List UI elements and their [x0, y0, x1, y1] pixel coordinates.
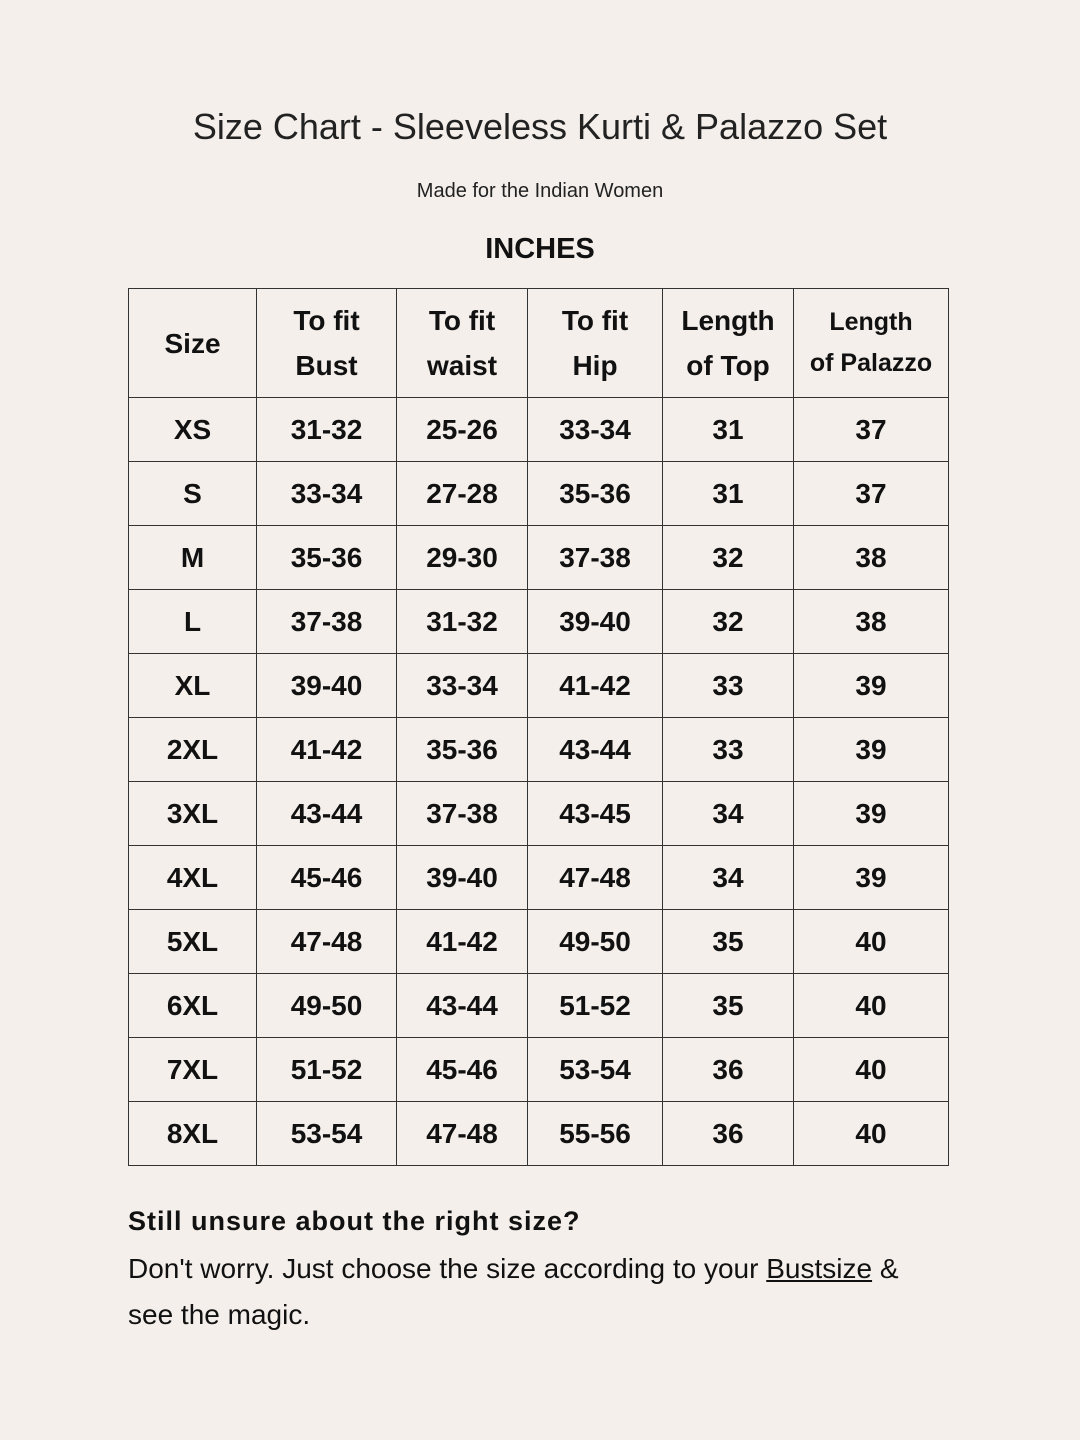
measurement-cell: 40	[794, 1038, 949, 1102]
measurement-cell: 29-30	[397, 526, 528, 590]
measurement-cell: 38	[794, 590, 949, 654]
size-cell: 2XL	[129, 718, 257, 782]
measurement-cell: 31-32	[257, 398, 397, 462]
measurement-cell: 45-46	[257, 846, 397, 910]
help-heading: Still unsure about the right size?	[128, 1206, 581, 1236]
measurement-cell: 33	[663, 718, 794, 782]
table-row	[129, 1102, 949, 1166]
measurement-cell: 33	[663, 654, 794, 718]
measurement-cell: 40	[794, 910, 949, 974]
table-row	[129, 846, 949, 910]
table-row	[129, 718, 949, 782]
measurement-cell: 33-34	[397, 654, 528, 718]
measurement-cell: 34	[663, 846, 794, 910]
measurement-cell: 35-36	[257, 526, 397, 590]
measurement-cell: 47-48	[257, 910, 397, 974]
size-cell: XL	[129, 654, 257, 718]
column-header-line: Length	[829, 308, 913, 336]
measurement-cell: 49-50	[257, 974, 397, 1038]
measurement-cell: 53-54	[528, 1038, 663, 1102]
measurement-cell: 41-42	[257, 718, 397, 782]
measurement-cell: 37-38	[397, 782, 528, 846]
measurement-cell: 43-44	[257, 782, 397, 846]
measurement-cell: 27-28	[397, 462, 528, 526]
measurement-cell: 39	[794, 782, 949, 846]
measurement-cell: 37-38	[528, 526, 663, 590]
column-header	[257, 289, 397, 398]
table-row	[129, 1038, 949, 1102]
measurement-cell: 38	[794, 526, 949, 590]
table-header	[129, 289, 949, 398]
measurement-cell: 35	[663, 974, 794, 1038]
measurement-cell: 25-26	[397, 398, 528, 462]
measurement-cell: 36	[663, 1038, 794, 1102]
measurement-cell: 35-36	[397, 718, 528, 782]
size-cell: 7XL	[129, 1038, 257, 1102]
measurement-cell: 39	[794, 846, 949, 910]
table-row	[129, 398, 949, 462]
measurement-cell: 49-50	[528, 910, 663, 974]
measurement-cell: 40	[794, 974, 949, 1038]
measurement-cell: 39	[794, 718, 949, 782]
measurement-cell: 47-48	[528, 846, 663, 910]
size-cell: M	[129, 526, 257, 590]
table-row	[129, 974, 949, 1038]
size-cell: S	[129, 462, 257, 526]
column-header-line: of Palazzo	[809, 349, 933, 377]
column-header	[794, 289, 949, 398]
unit-label: INCHES	[485, 233, 595, 265]
measurement-cell: 31	[663, 398, 794, 462]
table-row	[129, 782, 949, 846]
measurement-cell: 37-38	[257, 590, 397, 654]
measurement-cell: 35-36	[528, 462, 663, 526]
help-text-before: Don't worry. Just choose the size according to your	[128, 1253, 767, 1284]
column-header	[397, 289, 528, 398]
size-cell: 6XL	[129, 974, 257, 1038]
table-row	[129, 654, 949, 718]
measurement-cell: 41-42	[528, 654, 663, 718]
size-cell: 5XL	[129, 910, 257, 974]
column-header-line: To fit	[561, 305, 629, 336]
measurement-cell: 32	[663, 526, 794, 590]
measurement-cell: 51-52	[257, 1038, 397, 1102]
page-subtitle: Made for the Indian Women	[416, 180, 664, 202]
column-header-line: Length	[681, 305, 775, 336]
column-header-line: Size	[164, 327, 221, 359]
measurement-cell: 39-40	[397, 846, 528, 910]
table-row	[129, 526, 949, 590]
column-header	[663, 289, 794, 398]
size-cell: 8XL	[129, 1102, 257, 1166]
column-header	[528, 289, 663, 398]
table-row	[129, 462, 949, 526]
page-title: Size Chart - Sleeveless Kurti & Palazzo Set	[192, 106, 888, 147]
size-chart-table	[128, 288, 949, 1166]
column-header-line: To fit	[428, 305, 496, 336]
column-header-line: of Top	[686, 350, 770, 381]
size-cell: 3XL	[129, 782, 257, 846]
measurement-cell: 45-46	[397, 1038, 528, 1102]
measurement-cell: 40	[794, 1102, 949, 1166]
measurement-cell: 39	[794, 654, 949, 718]
measurement-cell: 53-54	[257, 1102, 397, 1166]
measurement-cell: 51-52	[528, 974, 663, 1038]
measurement-cell: 41-42	[397, 910, 528, 974]
column-header-line: waist	[426, 350, 498, 381]
column-header-line: Bust	[295, 350, 358, 381]
measurement-cell: 39-40	[528, 590, 663, 654]
column-header-line: To fit	[293, 305, 360, 336]
measurement-cell: 47-48	[397, 1102, 528, 1166]
measurement-cell: 55-56	[528, 1102, 663, 1166]
measurement-cell: 39-40	[257, 654, 397, 718]
measurement-cell: 35	[663, 910, 794, 974]
size-cell: L	[129, 590, 257, 654]
table-row	[129, 910, 949, 974]
measurement-cell: 43-45	[528, 782, 663, 846]
bustsize-link[interactable]: Bustsize	[766, 1253, 873, 1284]
table-body	[129, 398, 949, 1166]
measurement-cell: 33-34	[528, 398, 663, 462]
measurement-cell: 34	[663, 782, 794, 846]
column-header	[129, 289, 257, 398]
size-cell: 4XL	[129, 846, 257, 910]
measurement-cell: 43-44	[397, 974, 528, 1038]
table-row	[129, 590, 949, 654]
measurement-cell: 33-34	[257, 462, 397, 526]
size-cell: XS	[129, 398, 257, 462]
measurement-cell: 37	[794, 398, 949, 462]
column-header-line: Hip	[572, 350, 618, 381]
help-text-after: & see the magic.	[128, 1253, 899, 1330]
measurement-cell: 37	[794, 462, 949, 526]
measurement-cell: 32	[663, 590, 794, 654]
header-row	[129, 289, 949, 398]
measurement-cell: 43-44	[528, 718, 663, 782]
measurement-cell: 31-32	[397, 590, 528, 654]
measurement-cell: 31	[663, 462, 794, 526]
help-text	[128, 1246, 948, 1338]
measurement-cell: 36	[663, 1102, 794, 1166]
